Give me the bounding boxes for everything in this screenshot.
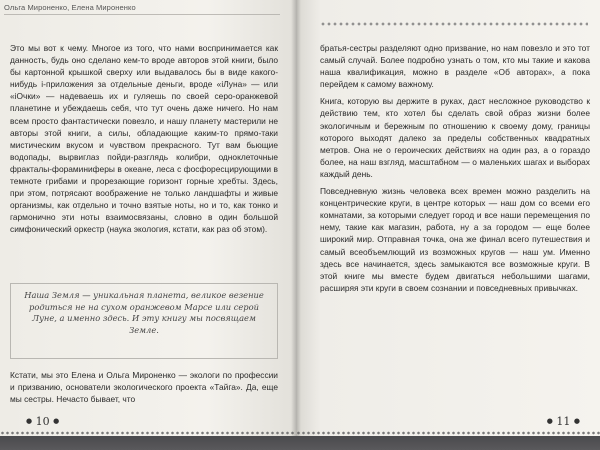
book-gutter <box>291 0 301 436</box>
right-paragraph-2: Книга, которую вы держите в руках, даст несложное руководство к действию тем, кто хотел бы сделать свой образ жизни более экологичным и бережным по отношению к своему дому, границы которого выходят далеко за пределы собственных квадратных метров. Она не о героических действиях на один раз, а о гораздо более, на наш взгляд, масштабном — о маленьких шагах и выборах каждый день. <box>320 96 590 179</box>
right-paragraph-3: Повседневную жизнь человека всех времен можно разделить на концентрические круги, в центре которых — наш дом со всеми его комнатами, за которыми следует город и все наши перемещения по нему, такие как магазин, работа, ну а за городом — еще более широкий мир. Отправная точка, она же финал всего путешествия и самый всеобъемлющий из возможных кругов — наш ум. Именно здесь все начинается, здесь замыкаются все возможные круги. В этой книге мы вместе будем двигаться небольшими шагами, расширяя эти круги в своем сознании и повседневных привычках. <box>320 186 590 293</box>
running-head: Ольга Мироненко, Елена Мироненко <box>4 3 136 12</box>
right-body-text <box>320 42 590 294</box>
dedication-quote-box <box>10 283 278 359</box>
dedication-quote: Наша Земля — уникальная планета, великое везение родиться не на сухом оранжевом Марсе или серой Луне, а именно здесь. И эту книгу мы посвящаем Земле. <box>24 290 264 335</box>
top-ornament-right <box>320 20 588 28</box>
header-rule <box>4 14 280 18</box>
page-number-left: ● 10 ● <box>26 415 60 428</box>
left-paragraph-2: Кстати, мы это Елена и Ольга Мироненко — экологи по профессии и призванию, основатели экологического проекта «Тайга». Да, еще мы сестры. Нечасто бывает, что <box>10 370 278 405</box>
left-paragraph-1: Это мы вот к чему. Многое из того, что нами воспринимается как данность, будь оно сделано кем-то вроде авторов этой книги, было бы картонной крышкой сверху или выдавалось бы в виде какого-нибудь i-приложения за отдельные деньги, вроде «iЛуна» — или «iОчки» — надеваешь их и гуляешь по своей серо-оранжевой планетине и убеждаешь себя, что тут очень даже ничего. Но нам всем просто фантастически повезло, и нашу планету мастерили не авторы этой книги, а силы, обладающие каким-то прямо-таки мистическим вкусом и чувством прекрасного. Тут вам бьющие водопады, вырвиглаз пойди-разглядь колибри, одноклеточные фракталы-фораминиферы в океане, леса с фосфоресцирующими в темноте грибами и прорезающие горизонт горные хребты. Здесь, при этом, потрясают воображение не только ландшафты и живые организмы, как отдельно и точно взятые ноты, но и то, как тонко и гармонично эти ноты взаимосвязаны, словно в один большой симфонический оркестр (наука экология, кстати, как раз об этом). <box>10 43 278 235</box>
left-body-text <box>10 42 278 236</box>
right-page <box>296 0 600 436</box>
page-number-right: ● 11 ● <box>546 415 580 428</box>
left-body-text-2 <box>10 369 278 405</box>
right-paragraph-1: братья-сестры разделяют одно призвание, но нам повезло и это тот самый случай. Более подробно узнать о том, кто мы такие и какова наша квалификация, можно в разделе «Об авторах», а пока перейдем к самому важному. <box>320 43 590 90</box>
table-surface <box>0 436 600 450</box>
left-page <box>0 0 296 436</box>
